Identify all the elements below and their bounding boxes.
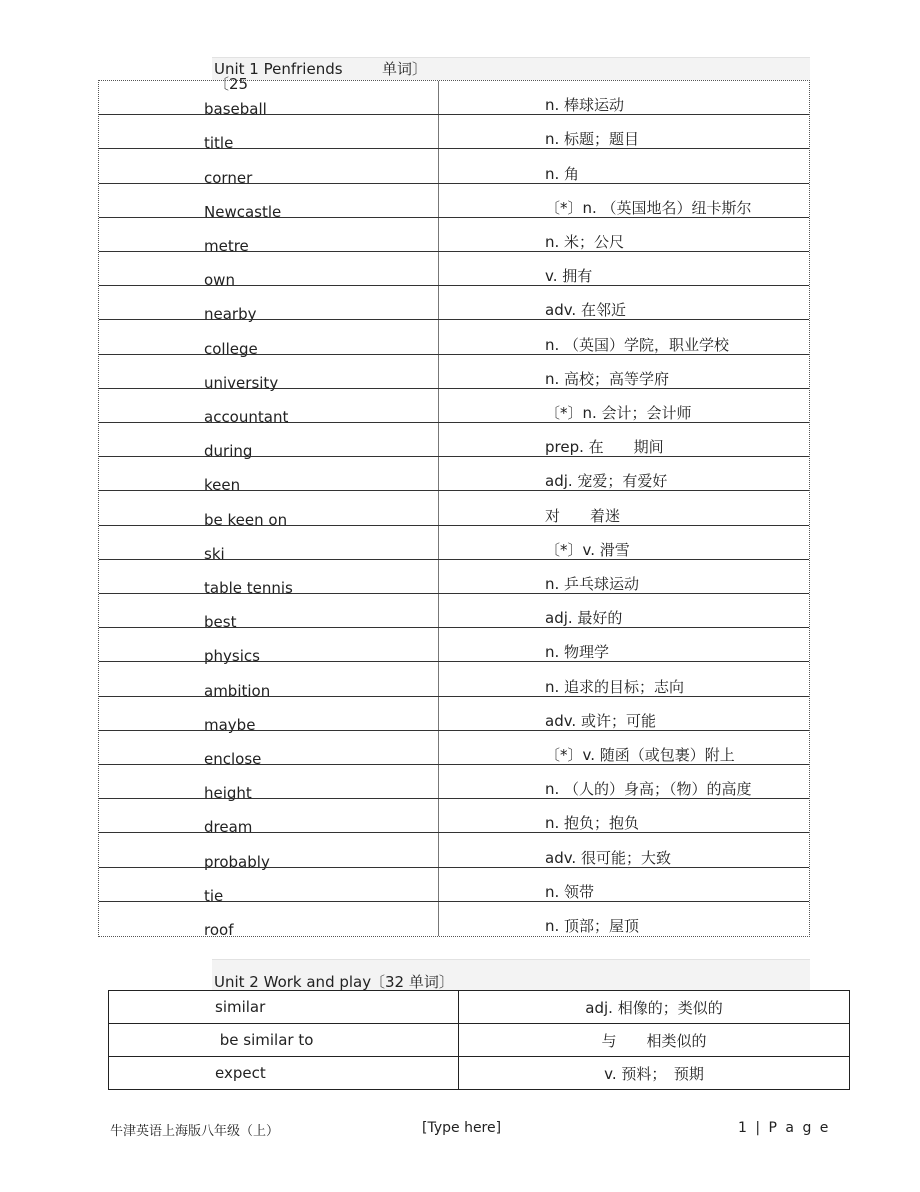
table-row [99, 491, 809, 529]
english-word: expect [109, 1057, 459, 1090]
english-word: dream [204, 818, 253, 837]
english-word: baseball [204, 100, 267, 119]
chinese-meaning: n. 领带 [545, 882, 595, 901]
english-word: ambition [204, 681, 271, 700]
english-word: Newcastle [204, 202, 282, 221]
chinese-meaning: 〔*〕v. 随函（或包裹）附上 [545, 745, 735, 764]
table-row [99, 184, 809, 221]
chinese-meaning: n. 角 [545, 164, 580, 183]
chinese-meaning: n. 顶部；屋顶 [545, 916, 640, 935]
chinese-meaning: n. （英国）学院，职业学校 [545, 335, 730, 354]
table-row [99, 320, 809, 358]
chinese-meaning: v. 预料； 预期 [459, 1057, 850, 1090]
english-word: keen [204, 476, 241, 495]
chinese-meaning: adv. 或许；可能 [545, 711, 656, 730]
english-word: enclose [204, 749, 262, 768]
unit1-header [212, 57, 810, 93]
table-row [99, 286, 809, 324]
english-word: probably [204, 852, 270, 871]
english-word: accountant [204, 407, 289, 426]
english-word: be keen on [204, 510, 288, 529]
chinese-meaning: n. 抱负；抱负 [545, 814, 640, 833]
english-word: tie [204, 886, 224, 905]
table-row [99, 868, 809, 905]
english-word: during [204, 442, 253, 461]
english-word: similar [109, 991, 459, 1024]
table-row [99, 252, 809, 290]
unit1-word-count-number: 〔25 [214, 75, 249, 93]
chinese-meaning: prep. 在 期间 [545, 438, 664, 457]
chinese-meaning: 〔*〕v. 滑雪 [545, 540, 630, 559]
footer-page-number: 1 | P a g e [738, 1120, 831, 1136]
english-word: own [204, 271, 235, 290]
table-row [99, 731, 809, 768]
english-word: university [204, 373, 279, 392]
table-row [99, 389, 809, 426]
chinese-meaning: n. 乒乓球运动 [545, 574, 640, 593]
table-row [99, 115, 809, 153]
english-word: ski [204, 544, 225, 563]
unit2-vocab-table [108, 990, 850, 1090]
table-row [99, 81, 809, 119]
footer-placeholder: [Type here] [422, 1120, 502, 1136]
unit2-title: Unit 2 Work and play [214, 973, 372, 991]
table-row [99, 902, 809, 939]
chinese-meaning: adj. 最好的 [545, 609, 623, 628]
table-row [99, 662, 809, 700]
table-row [99, 628, 809, 666]
table-row [99, 697, 809, 734]
chinese-meaning: n. 棒球运动 [545, 96, 625, 115]
table-row [99, 765, 809, 803]
table-row [99, 560, 809, 597]
english-word: height [204, 784, 252, 803]
table-row [99, 594, 809, 632]
table-row [109, 1024, 850, 1057]
table-row [99, 423, 809, 461]
english-word: maybe [204, 715, 256, 734]
english-word: college [204, 339, 258, 358]
table-row [99, 457, 809, 495]
english-word: roof [204, 920, 234, 939]
english-word: physics [204, 647, 260, 666]
chinese-meaning: adv. 很可能；大致 [545, 848, 671, 867]
chinese-meaning: v. 拥有 [545, 267, 593, 286]
chinese-meaning: 对 着迷 [545, 506, 621, 525]
chinese-meaning: adj. 宠爱；有爱好 [545, 472, 668, 491]
chinese-meaning: n. 物理学 [545, 643, 610, 662]
unit1-word-count: 单词〕 [382, 60, 428, 78]
english-word: metre [204, 236, 249, 255]
english-word: title [204, 134, 234, 153]
chinese-meaning: adj. 相像的；类似的 [459, 991, 850, 1024]
table-row [99, 149, 809, 187]
english-word: table tennis [204, 578, 293, 597]
english-word: best [204, 613, 237, 632]
table-row [109, 991, 850, 1024]
english-word: nearby [204, 305, 257, 324]
chinese-meaning: adv. 在邻近 [545, 301, 626, 320]
chinese-meaning: n. 标题；题目 [545, 130, 640, 149]
chinese-meaning: 〔*〕n. （英国地名）纽卡斯尔 [545, 198, 752, 217]
table-row [99, 799, 809, 837]
english-word: corner [204, 168, 253, 187]
table-row [99, 833, 809, 871]
table-row [109, 1057, 850, 1090]
unit2-word-count: 〔32 单词〕 [370, 973, 454, 991]
chinese-meaning: n. 高校；高等学府 [545, 369, 670, 388]
chinese-meaning: 〔*〕n. 会计；会计师 [545, 403, 692, 422]
unit1-vocab-table [98, 80, 810, 937]
chinese-meaning: n. 追求的目标；志向 [545, 677, 685, 696]
chinese-meaning: 与 相类似的 [459, 1024, 850, 1057]
table-row [99, 355, 809, 392]
table-row [99, 526, 809, 563]
footer-book-title: 牛津英语上海版八年级（上） [110, 1124, 280, 1139]
unit1-title: Unit 1 Penfriends [214, 60, 343, 78]
english-word: be similar to [109, 1024, 459, 1057]
unit2-header [212, 959, 810, 990]
chinese-meaning: n. 米；公尺 [545, 232, 625, 251]
table-row [99, 218, 809, 255]
chinese-meaning: n. （人的）身高；（物）的高度 [545, 780, 752, 799]
